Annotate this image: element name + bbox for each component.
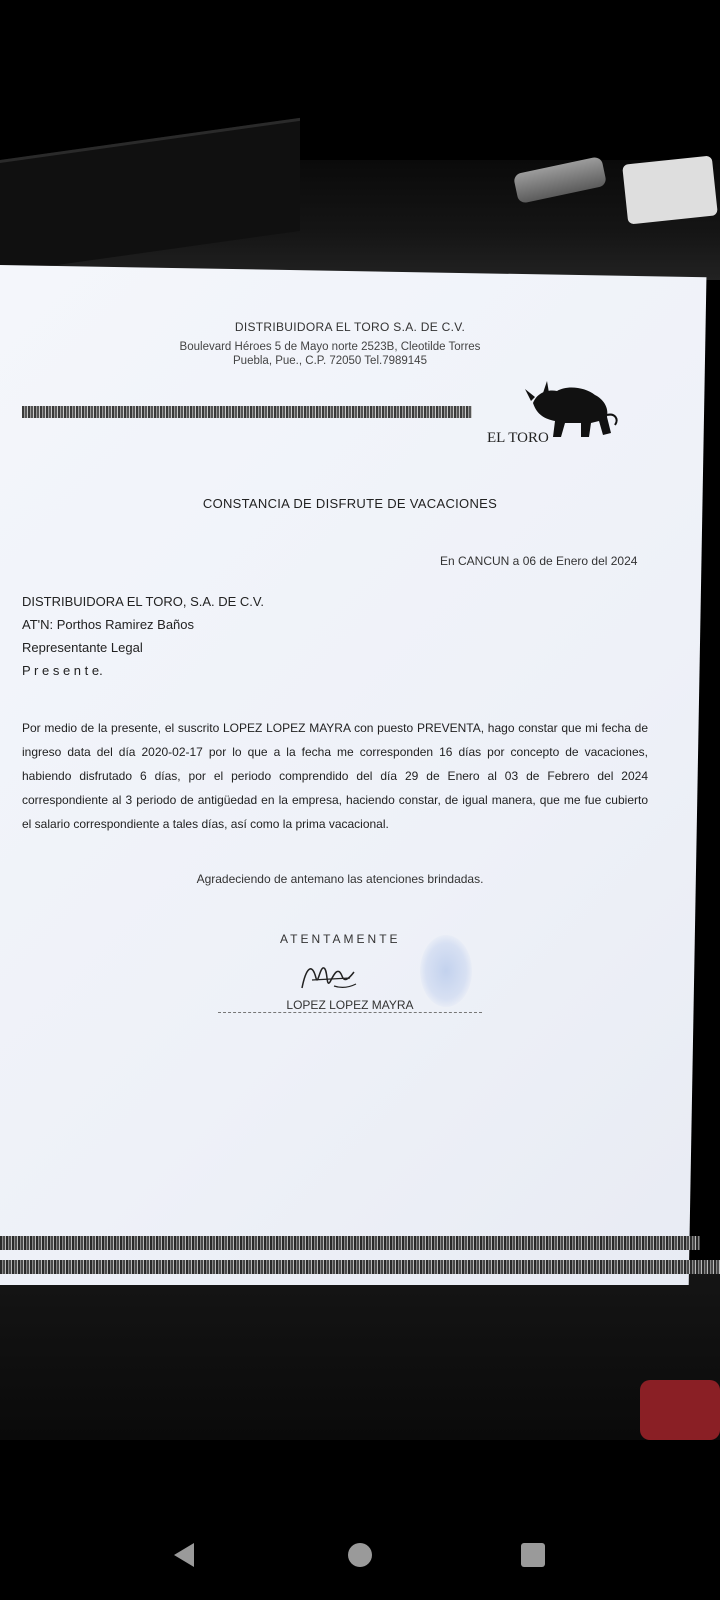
addressee-role: Representante Legal: [22, 640, 143, 655]
photo-background-bottom: [0, 1270, 720, 1440]
date-line: En CANCUN a 06 de Enero del 2024: [440, 554, 638, 568]
handwritten-signature: [298, 958, 360, 994]
signature-line: [218, 1012, 482, 1013]
back-triangle-icon[interactable]: [170, 1540, 200, 1570]
logo-text: EL TORO: [487, 430, 549, 446]
navigation-bar: [0, 1440, 720, 1600]
footer-decorative-bar: [0, 1236, 700, 1250]
recents-square-icon[interactable]: [518, 1540, 548, 1570]
document-title: CONSTANCIA DE DISFRUTE DE VACACIONES: [202, 496, 498, 511]
address-line-2: Puebla, Pue., C.P. 72050 Tel.7989145: [233, 355, 427, 367]
red-object: [640, 1380, 720, 1440]
addressee-attention: AT'N: Porthos Ramirez Baños: [22, 617, 195, 632]
fingerprint-mark: [420, 935, 472, 1007]
addressee-presente: P r e s e n t e.: [22, 663, 103, 678]
body-paragraph: Por medio de la presente, el suscrito LOPEZ LOPEZ MAYRA con puesto PREVENTA, hago constar que mi fecha de ingreso data del día 2020-02-17 por lo que a la fecha me corresponden 16 días por concepto de vacaciones, habiendo disfrutado 6 días, por el periodo comprendido del día 29 de Enero al 03 de Febrero del 2024 correspondiente al 3 periodo de antigüedad en la empresa, haciendo constar, de igual manera, que me fue cubierto el salario correspondiente a tales días, así como la prima vacacional.: [22, 721, 648, 831]
address-line-1: Boulevard Héroes 5 de Mayo norte 2523B, Cleotilde Torres: [179, 341, 481, 353]
company-address: [170, 340, 490, 368]
closing-text: ATENTAMENTE: [280, 932, 401, 946]
signer-name: LOPEZ LOPEZ MAYRA: [286, 998, 414, 1012]
header-decorative-bar: [22, 406, 472, 418]
footer-decorative-bar-2: [0, 1260, 720, 1274]
addressee-company: DISTRIBUIDORA EL TORO, S.A. DE C.V.: [22, 594, 265, 609]
home-circle-icon[interactable]: [345, 1540, 375, 1570]
addressee-block: [22, 590, 264, 682]
paper-scrap: [622, 155, 718, 224]
company-name: DISTRIBUIDORA EL TORO S.A. DE C.V.: [234, 320, 466, 334]
thanks-line: Agradeciendo de antemano las atenciones brindadas.: [196, 872, 484, 886]
